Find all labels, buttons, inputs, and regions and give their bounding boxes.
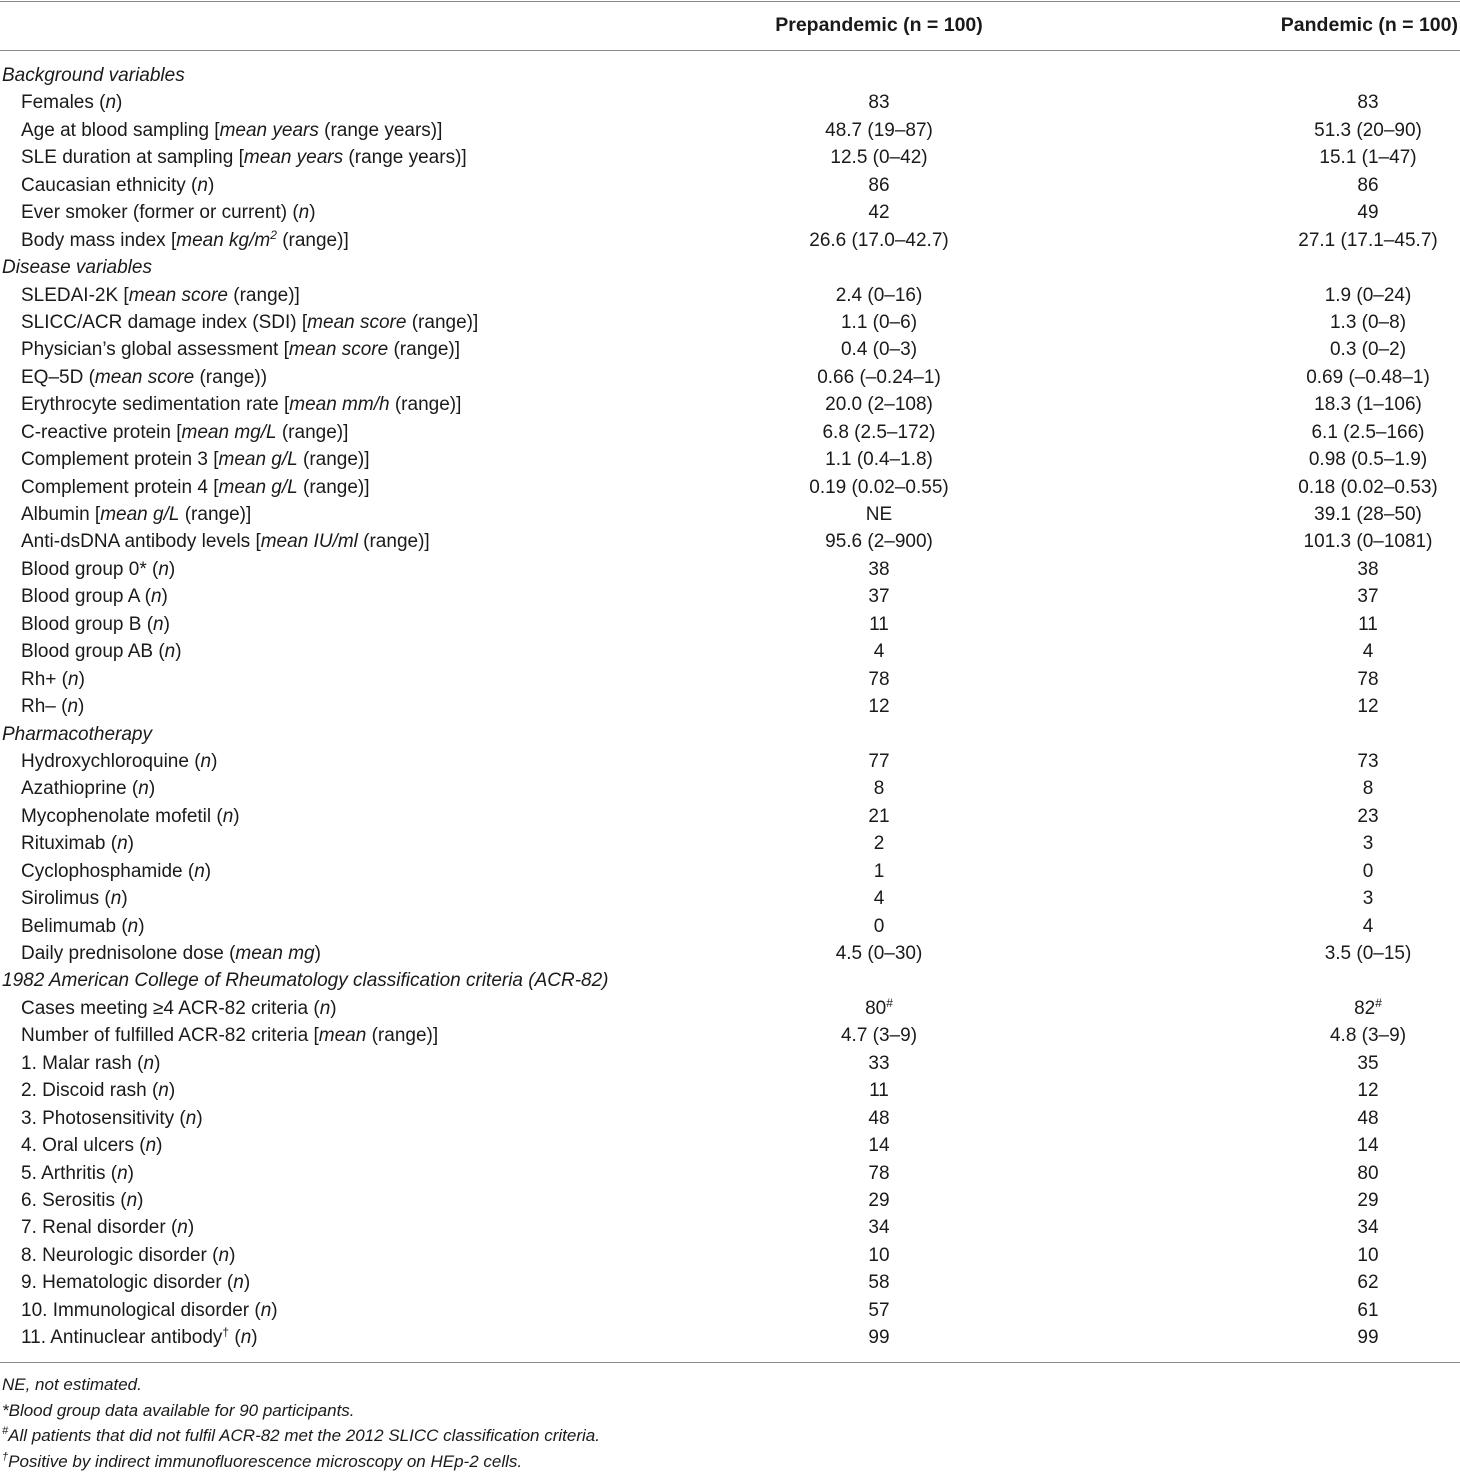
section-heading — [0, 62, 1460, 89]
pandemic-value: 1.3 (0–8) — [1330, 309, 1406, 336]
prepandemic-value: 6.8 (2.5–172) — [822, 419, 935, 446]
row-label: Sirolimus (n) — [21, 885, 128, 912]
prepandemic-value: 57 — [868, 1297, 889, 1324]
pandemic-value: 6.1 (2.5–166) — [1311, 419, 1424, 446]
prepandemic-value: 78 — [868, 666, 889, 693]
prepandemic-value: 20.0 (2–108) — [825, 391, 933, 418]
prepandemic-value: 12 — [868, 693, 889, 720]
row-label: 2. Discoid rash (n) — [21, 1077, 175, 1104]
pandemic-value: 11 — [1358, 611, 1378, 638]
prepandemic-value: 1.1 (0–6) — [841, 309, 917, 336]
pandemic-value: 37 — [1357, 583, 1378, 610]
prepandemic-value: 2.4 (0–16) — [836, 282, 923, 309]
pandemic-value: 4 — [1363, 638, 1374, 665]
pandemic-value: 0.3 (0–2) — [1330, 336, 1406, 363]
prepandemic-value: 42 — [868, 199, 889, 226]
prepandemic-value: 48.7 (19–87) — [825, 117, 933, 144]
row-label: 3. Photosensitivity (n) — [21, 1105, 203, 1132]
row-label: C-reactive protein [mean mg/L (range)] — [21, 419, 348, 446]
prepandemic-value: 10 — [868, 1242, 889, 1269]
prepandemic-value: 0.4 (0–3) — [841, 336, 917, 363]
pandemic-value: 80 — [1357, 1160, 1378, 1187]
column-header-pandemic: Pandemic (n = 100) — [1281, 14, 1458, 37]
row-label: Azathioprine (n) — [21, 775, 155, 802]
row-label: Physician’s global assessment [mean score (range)] — [21, 336, 460, 363]
row-label: Body mass index [mean $kg/m^2$ (range)] — [21, 227, 349, 254]
pandemic-value: 51.3 (20–90) — [1314, 117, 1422, 144]
table-row — [0, 583, 1460, 610]
prepandemic-value: 1 — [874, 858, 885, 885]
pandemic-value: 34 — [1357, 1214, 1378, 1241]
pandemic-value: 0.98 (0.5–1.9) — [1309, 446, 1427, 473]
row-label: Erythrocyte sedimentation rate [mean mm/h (range)] — [21, 391, 461, 418]
table-row — [0, 528, 1460, 555]
pandemic-value: 15.1 (1–47) — [1319, 144, 1416, 171]
section-label: 1982 American College of Rheumatology classification criteria (ACR-82) — [2, 967, 609, 994]
table-row — [0, 336, 1460, 363]
table-row — [0, 474, 1460, 501]
pandemic-value: 4 — [1363, 913, 1374, 940]
prepandemic-value: 99 — [868, 1324, 889, 1351]
prepandemic-value: 4 — [874, 638, 885, 665]
section-heading — [0, 721, 1460, 748]
pandemic-value: 48 — [1357, 1105, 1378, 1132]
pandemic-value: 101.3 (0–1081) — [1304, 528, 1433, 555]
pandemic-value: 39.1 (28–50) — [1314, 501, 1422, 528]
table-footnotes — [2, 1372, 600, 1474]
pandemic-value: 38 — [1357, 556, 1378, 583]
prepandemic-value: 4.5 (0–30) — [836, 940, 923, 967]
pandemic-value: 86 — [1357, 172, 1378, 199]
pandemic-value: 23 — [1357, 803, 1378, 830]
pandemic-value: 3 — [1363, 830, 1374, 857]
table-row — [0, 693, 1460, 720]
pandemic-value: 3 — [1363, 885, 1374, 912]
table-row — [0, 775, 1460, 802]
row-label: Albumin [mean g/L (range)] — [21, 501, 251, 528]
row-label: 11. Antinuclear antibody† (n) — [21, 1324, 258, 1351]
table-row — [0, 144, 1460, 171]
table-row — [0, 803, 1460, 830]
row-label: 4. Oral ulcers (n) — [21, 1132, 163, 1159]
table-row — [0, 117, 1460, 144]
prepandemic-value: 77 — [868, 748, 889, 775]
row-label: Anti-dsDNA antibody levels [mean IU/ml (range)] — [21, 528, 430, 555]
row-label: 5. Arthritis (n) — [21, 1160, 134, 1187]
prepandemic-value: 83 — [868, 89, 889, 116]
pandemic-value: 27.1 (17.1–45.7) — [1298, 227, 1437, 254]
row-label: EQ–5D (mean score (range)) — [21, 364, 267, 391]
row-label: 8. Neurologic disorder (n) — [21, 1242, 235, 1269]
table-body — [0, 62, 1460, 1352]
table-row — [0, 666, 1460, 693]
table-row — [0, 364, 1460, 391]
pandemic-value: 61 — [1357, 1297, 1378, 1324]
row-label: SLICC/ACR damage index (SDI) [mean score (range)] — [21, 309, 478, 336]
row-label: SLEDAI-2K [mean score (range)] — [21, 282, 300, 309]
table-row — [0, 1269, 1460, 1296]
footnote: #All patients that did not fulfil ACR-82 met the 2012 SLICC classification criteria. — [2, 1423, 600, 1449]
prepandemic-value: 80# — [865, 995, 893, 1022]
pandemic-value: 73 — [1357, 748, 1378, 775]
pandemic-value: 0.69 (–0.48–1) — [1306, 364, 1430, 391]
pandemic-value: 1.9 (0–24) — [1325, 282, 1412, 309]
table-row — [0, 611, 1460, 638]
row-label: Complement protein 3 [mean g/L (range)] — [21, 446, 370, 473]
pandemic-value: 10 — [1357, 1242, 1378, 1269]
table-row — [0, 89, 1460, 116]
table-row — [0, 748, 1460, 775]
prepandemic-value: 86 — [868, 172, 889, 199]
pandemic-value: 49 — [1357, 199, 1378, 226]
row-label: Blood group 0* (n) — [21, 556, 175, 583]
table-row — [0, 1160, 1460, 1187]
prepandemic-value: 37 — [868, 583, 889, 610]
prepandemic-value: NE — [866, 501, 892, 528]
prepandemic-value: 38 — [868, 556, 889, 583]
table-row — [0, 419, 1460, 446]
table-top-rule — [0, 1, 1460, 2]
prepandemic-value: 29 — [868, 1187, 889, 1214]
section-label: Disease variables — [2, 254, 152, 281]
column-header-prepandemic: Prepandemic (n = 100) — [775, 14, 983, 37]
row-label: Rh+ (n) — [21, 666, 85, 693]
section-heading — [0, 254, 1460, 281]
row-label: Blood group B (n) — [21, 611, 170, 638]
table-row — [0, 1105, 1460, 1132]
prepandemic-value: 21 — [868, 803, 889, 830]
row-label: Cases meeting ≥4 ACR-82 criteria (n) — [21, 995, 337, 1022]
table-row — [0, 1050, 1460, 1077]
pandemic-value: 78 — [1357, 666, 1378, 693]
pandemic-value: 12 — [1357, 693, 1378, 720]
prepandemic-value: 8 — [874, 775, 885, 802]
table-row — [0, 282, 1460, 309]
pandemic-value: 29 — [1357, 1187, 1378, 1214]
row-label: Number of fulfilled ACR-82 criteria [mean (range)] — [21, 1022, 438, 1049]
section-label: Pharmacotherapy — [2, 721, 152, 748]
pandemic-value: 3.5 (0–15) — [1325, 940, 1412, 967]
pandemic-value: 8 — [1363, 775, 1374, 802]
row-label: 1. Malar rash (n) — [21, 1050, 160, 1077]
pandemic-value: 0 — [1363, 858, 1374, 885]
row-label: Females (n) — [21, 89, 122, 116]
header-rule — [0, 50, 1460, 51]
pandemic-value: 0.18 (0.02–0.53) — [1298, 474, 1437, 501]
pandemic-value: 62 — [1357, 1269, 1378, 1296]
footnote: NE, not estimated. — [2, 1372, 600, 1398]
table-row — [0, 1297, 1460, 1324]
footnote: †Positive by indirect immunofluorescence microscopy on HEp-2 cells. — [2, 1449, 600, 1474]
table-row — [0, 391, 1460, 418]
prepandemic-value: 11 — [869, 611, 889, 638]
table-row — [0, 913, 1460, 940]
table-bottom-rule — [0, 1362, 1460, 1363]
prepandemic-value: 14 — [868, 1132, 889, 1159]
pandemic-value: 12 — [1357, 1077, 1378, 1104]
pandemic-value: 99 — [1357, 1324, 1378, 1351]
section-label: Background variables — [2, 62, 185, 89]
row-label: Complement protein 4 [mean g/L (range)] — [21, 474, 370, 501]
pandemic-value: 82# — [1354, 995, 1382, 1022]
row-label: 6. Serositis (n) — [21, 1187, 144, 1214]
pandemic-value: 35 — [1357, 1050, 1378, 1077]
table-row — [0, 556, 1460, 583]
row-label: 10. Immunological disorder (n) — [21, 1297, 278, 1324]
pandemic-value: 4.8 (3–9) — [1330, 1022, 1406, 1049]
row-label: Rh– (n) — [21, 693, 84, 720]
row-label: Belimumab (n) — [21, 913, 145, 940]
prepandemic-value: 0 — [874, 913, 885, 940]
row-label: Caucasian ethnicity (n) — [21, 172, 214, 199]
table-row — [0, 1132, 1460, 1159]
prepandemic-value: 12.5 (0–42) — [830, 144, 927, 171]
table-row — [0, 638, 1460, 665]
pandemic-value: 83 — [1357, 89, 1378, 116]
table-row — [0, 1242, 1460, 1269]
table-row — [0, 1022, 1460, 1049]
pandemic-value: 14 — [1357, 1132, 1378, 1159]
table-row — [0, 446, 1460, 473]
prepandemic-value: 95.6 (2–900) — [825, 528, 933, 555]
table-row — [0, 995, 1460, 1022]
section-heading — [0, 967, 1460, 994]
table-row — [0, 858, 1460, 885]
row-label: Daily prednisolone dose (mean mg) — [21, 940, 321, 967]
table-row — [0, 501, 1460, 528]
row-label: SLE duration at sampling [mean years (range years)] — [21, 144, 467, 171]
row-label: Blood group AB (n) — [21, 638, 182, 665]
row-label: 7. Renal disorder (n) — [21, 1214, 194, 1241]
prepandemic-value: 33 — [868, 1050, 889, 1077]
prepandemic-value: 4.7 (3–9) — [841, 1022, 917, 1049]
prepandemic-value: 11 — [869, 1077, 889, 1104]
table-row — [0, 309, 1460, 336]
prepandemic-value: 78 — [868, 1160, 889, 1187]
prepandemic-value: 34 — [868, 1214, 889, 1241]
table-row — [0, 885, 1460, 912]
row-label: Rituximab (n) — [21, 830, 134, 857]
row-label: Cyclophosphamide (n) — [21, 858, 211, 885]
prepandemic-value: 4 — [874, 885, 885, 912]
row-label: Mycophenolate mofetil (n) — [21, 803, 240, 830]
prepandemic-value: 26.6 (17.0–42.7) — [809, 227, 948, 254]
table-row — [0, 227, 1460, 254]
prepandemic-value: 1.1 (0.4–1.8) — [825, 446, 933, 473]
table-row — [0, 172, 1460, 199]
table-row — [0, 1324, 1460, 1351]
pandemic-value: 18.3 (1–106) — [1314, 391, 1422, 418]
row-label: 9. Hematologic disorder (n) — [21, 1269, 250, 1296]
prepandemic-value: 48 — [868, 1105, 889, 1132]
table-row — [0, 1077, 1460, 1104]
table-row — [0, 1214, 1460, 1241]
row-label: Hydroxychloroquine (n) — [21, 748, 217, 775]
row-label: Age at blood sampling [mean years (range years)] — [21, 117, 442, 144]
table-row — [0, 1187, 1460, 1214]
prepandemic-value: 2 — [874, 830, 885, 857]
row-label: Ever smoker (former or current) (n) — [21, 199, 316, 226]
footnote: *Blood group data available for 90 participants. — [2, 1398, 600, 1424]
row-label: Blood group A (n) — [21, 583, 168, 610]
prepandemic-value: 0.19 (0.02–0.55) — [809, 474, 948, 501]
table-row — [0, 830, 1460, 857]
prepandemic-value: 0.66 (–0.24–1) — [817, 364, 941, 391]
prepandemic-value: 58 — [868, 1269, 889, 1296]
table-row — [0, 199, 1460, 226]
table-row — [0, 940, 1460, 967]
